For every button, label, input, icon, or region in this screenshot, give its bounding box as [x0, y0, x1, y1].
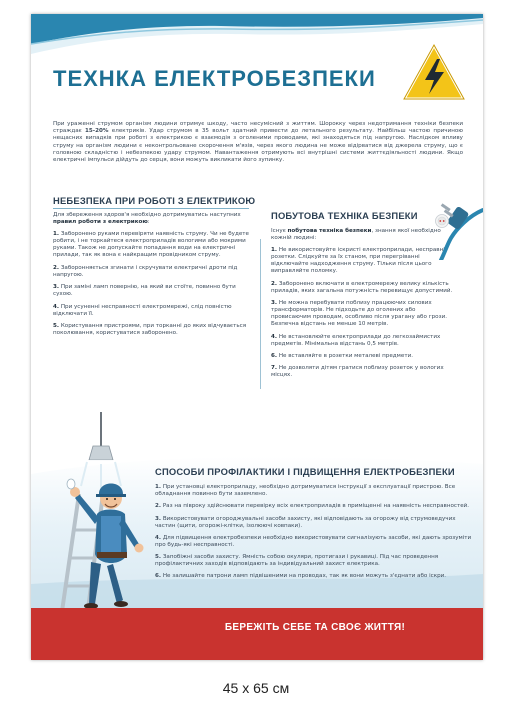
poster	[31, 14, 483, 660]
list-item: 1. Заборонено руками перевіряти наявність струму. Чи не будете робити, і не торкайтеся електроприладів вологими або мокрими руками. Також не допускайте попадання води на електричні прилади, так як вона є найкращим провідником струму.	[53, 231, 250, 259]
left-section-lead: Для збереження здоров'я необхідно дотримуватись наступних правил роботи з електрикою:	[53, 212, 241, 225]
left-section-body	[53, 212, 251, 342]
right-section-lead: Існує побутова техніка безпеки, знання якої необхідно кожній людині:	[271, 228, 441, 241]
left-section-heading: НЕБЕЗПЕКА ПРИ РОБОТІ З ЕЛЕКТРИКОЮ	[53, 195, 256, 206]
footer-slogan: БЕРЕЖІТЬ СЕБЕ ТА СВОЄ ЖИТТЯ!	[224, 622, 406, 633]
list-item: 3. Використовувати огороджувальні засоби захисту, які відповідають за огорожу від струмоведучих частин (щити, огорожі-клітки, ізолюючі ковпаки).	[155, 515, 456, 529]
list-item: 3. При заміні ламп повернію, на який ви стоїте, повинно бути сухою.	[53, 284, 236, 298]
socket-icon	[435, 214, 449, 228]
list-item: 1. При установці електроприладу, необхідно дотримуватися інструкції з експлуатації пристрою. Все обладнання повинно бути заземлено.	[155, 484, 456, 497]
intro-paragraph: При ураженні струмом організм людини отримує шкоду, часто несумісний з життям. Шорокку через недотримання техніки безпеки страждає 15-20% електриків. Удар струмом в 35 вольт здатний привести до летального результату. Найбільш частою причиною нещасних випадків при роботі з електрикою є взаємодія з оголеними проводами, які знаходяться під напругою. Наслідком впливу струму на організм людини є неконтрольоване скорочення м'язів, через якого людина не може відірватися від джерела струму, що є головною складністю і небезпекою удару струмом. Навантаження отримують всі внутрішні системи життєдіяльності людини. Якщо електричні імпульси дійдуть до серця, вони можуть викликати його зупинку.	[53, 121, 463, 164]
footer-band	[31, 608, 483, 660]
list-item: 4. Не встановлюйте електроприлади до легкозаймистих предметів. Мінімальна відстань 0,5 метрів.	[271, 333, 441, 347]
list-item: 2. Раз на півроку здійснювати перевірку всіх електроприладів в приміщенні на наявність несправностей.	[155, 503, 470, 510]
prevention-section-body	[155, 484, 475, 586]
list-item: 5. Запобіжні засоби захисту. Ямність собою окуляри, протигази і рукавиці. Під час проведення профілактичних заходів відповідають за індивідуальний захист електрика.	[155, 554, 439, 568]
poster-size-label: 45 х 65 см	[222, 680, 290, 696]
prevention-section-heading: СПОСОБИ ПРОФІЛАКТИКИ І ПІДВИЩЕННЯ ЕЛЕКТРОБЕЗПЕКИ	[155, 466, 455, 477]
list-item: 4. Для підвищення електробезпеки необхідно використовувати сигналізують засоби, які дають зрозуміти про будь-які несправності.	[155, 534, 472, 548]
page-title: ТЕХНКА ЕЛЕКТРОБЕЗПЕКИ	[53, 66, 376, 91]
list-item: 5. Користування пристроями, при торканні до яких відчувається поколювання, користуватися заборонено.	[53, 322, 247, 336]
list-item: 7. Не дозволяти дітям гратися поблизу розеток у вологих місцях.	[271, 365, 444, 379]
list-item: 2. Заборонено включати в електромережу велику кількість приладів, яких загальна потужність перевищує допустимий.	[271, 280, 453, 294]
list-item: 2. Заборонняється згинати і скручувати електричні дроти під напругою.	[53, 264, 238, 278]
list-item: 4. При усуненні несправності електромережі, слід повністю відключати її.	[53, 303, 232, 317]
list-item: 6. Не залишайте патрони ламп підвішеними на проводах, так як вони можуть з'єднати або іскри.	[155, 573, 447, 580]
list-item: 6. Не вставляйте в розетки металеві предмети.	[271, 352, 414, 359]
list-item: 3. Не можна перебувати поблизу працюючих силових трансформаторів. Не підходьте до оголених або провисаючим проводам, особливо після урагану або грози. Безпечна відстань не менше 10 метрів.	[271, 300, 447, 328]
electric-plug-icon	[411, 198, 483, 260]
right-section-heading: ПОБУТОВА ТЕХНІКА БЕЗПЕКИ	[271, 210, 418, 221]
high-voltage-warning-icon	[401, 42, 467, 104]
left-heading-underline	[53, 208, 249, 209]
list-item: 1. Не використовуйте іскристі електроприлади, несправні розетки. Слідкуйте за їх станом, при перегріванні відключайте надходження струму. Тільки після цього виправляйте поломку.	[271, 247, 445, 275]
column-divider	[260, 239, 261, 389]
electrician-on-ladder-illustration	[49, 454, 161, 632]
